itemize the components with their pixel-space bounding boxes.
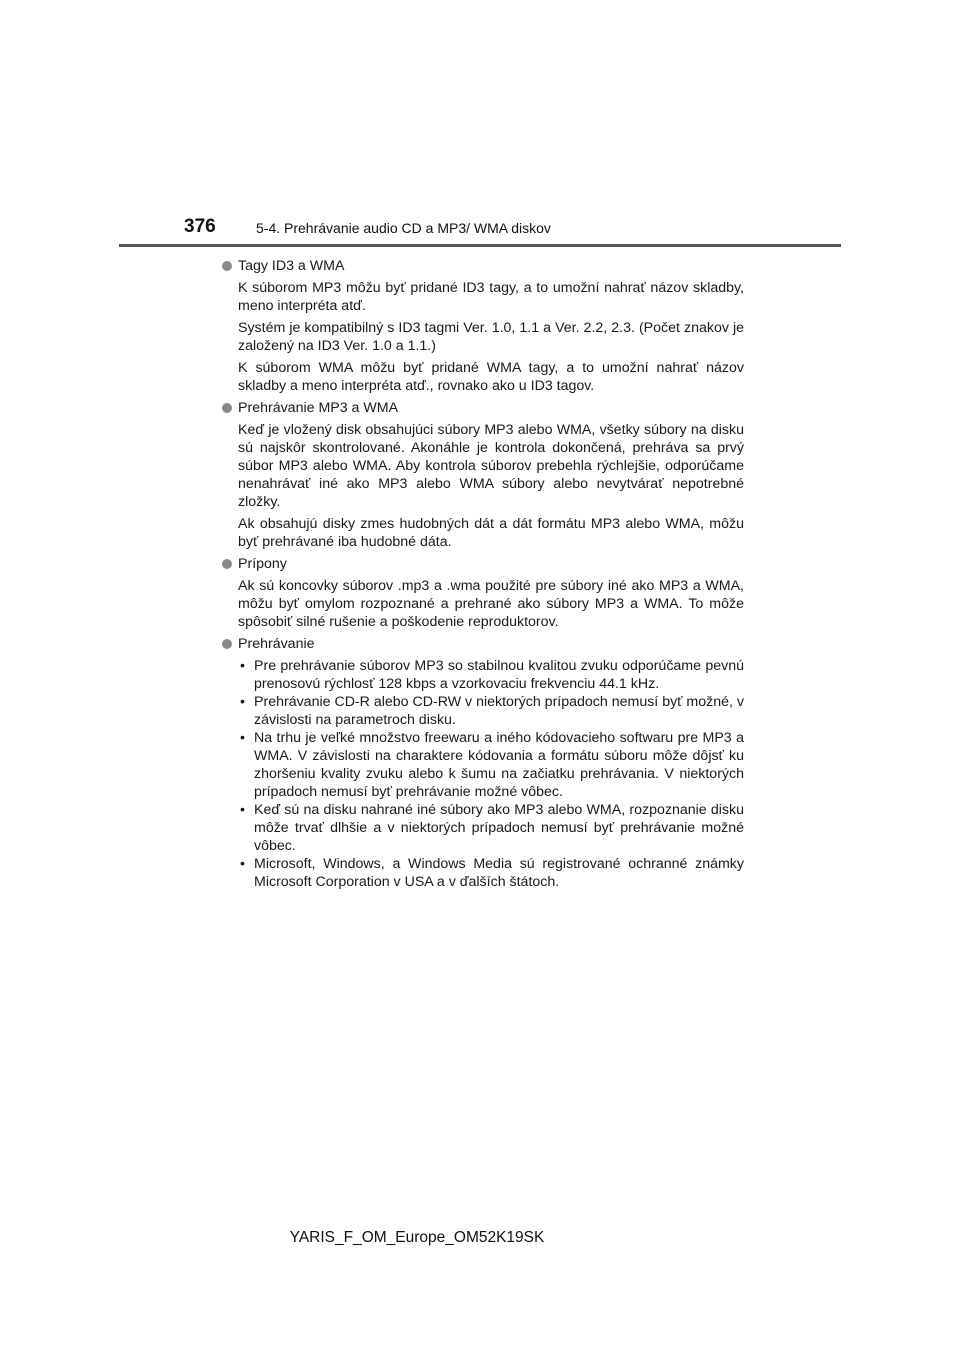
section-playback [222,635,744,891]
bullet-icon: • [240,856,245,872]
paragraph: Systém je kompatibilný s ID3 tagmi Ver. 1.0, 1.1 a Ver. 2.2, 2.3. (Počet znakov je založený na ID3 Ver. 1.0 a 1.1.) [238,320,744,354]
page-header [119,216,841,246]
paragraph: Ak obsahujú disky zmes hudobných dát a dát formátu MP3 alebo WMA, môžu byť prehrávané iba hudobné dáta. [238,516,744,550]
header-divider [119,244,841,247]
list-item [238,855,744,891]
section-heading-text: Prehrávanie [238,636,315,652]
list-item-text: Keď sú na disku nahrané iné súbory ako MP3 alebo WMA, rozpoznanie disku môže trvať dlhšie a v niektorých prípadoch nemusí byť prehrávanie možné vôbec. [254,802,744,854]
bullet-icon: • [240,730,245,746]
section-extensions [222,555,744,631]
section-heading-text: Prehrávanie MP3 a WMA [238,400,399,416]
bullet-icon: • [240,802,245,818]
paragraph: K súborom MP3 môžu byť pridané ID3 tagy, a to umožní nahrať názov skladby, meno interpréta atď. [238,280,744,314]
section-heading [222,635,744,653]
document-id: YARIS_F_OM_Europe_OM52K19SK [289,1229,545,1246]
section-heading [222,257,744,275]
list-item-text: Prehrávanie CD-R alebo CD-RW v niektorých prípadoch nemusí byť možné, v závislosti na parametroch disku. [254,694,744,728]
list-item [238,801,744,855]
page-content [222,255,744,897]
paragraph: Ak sú koncovky súborov .mp3 a .wma použité pre súbory iné ako MP3 a WMA, môžu byť omylom rozpoznané a prehrané ako súbory MP3 a WMA. To môže spôsobiť silné rušenie a poškodenie reproduktorov. [238,578,744,630]
bullet-dot-icon [222,261,232,271]
list-item-text: Na trhu je veľké množstvo freewaru a iného kódovacieho softwaru pre MP3 a WMA. V závislosti na charaktere kódovania a formátu súboru môže dôjsť ku zhoršeniu kvality zvuku alebo k šumu na začiatku prehrávania. V niektorých prípadoch nemusí byť prehrávanie možné vôbec. [254,730,744,800]
bullet-icon: • [240,694,245,710]
bullet-dot-icon [222,403,232,413]
page-number: 376 [184,216,216,237]
list-item-text: Pre prehrávanie súborov MP3 so stabilnou kvalitou zvuku odporúčame pevnú prenosovú rýchlosť 128 kbps a vzorkovaciu frekvenciu 44.1 kHz. [254,658,744,692]
bullet-dot-icon [222,639,232,649]
list-item [238,657,744,693]
list-item-text: Microsoft, Windows, a Windows Media sú registrované ochranné známky Microsoft Corporation v USA a v ďalších štátoch. [254,856,744,890]
list-item [238,693,744,729]
section-mp3-wma-playback [222,399,744,551]
paragraph: Keď je vložený disk obsahujúci súbory MP3 alebo WMA, všetky súbory na disku sú najskôr skontrolované. Akonáhle je kontrola dokončená, prehráva sa prvý súbor MP3 alebo WMA. Aby kontrola súborov prebehla rýchlejšie, odporúčame nenahrávať iné ako MP3 alebo WMA súbory alebo nevytvárať nepotrebné zložky. [238,422,744,510]
section-title: 5-4. Prehrávanie audio CD a MP3/ WMA diskov [256,220,551,236]
bullet-dot-icon [222,559,232,569]
section-heading-text: Tagy ID3 a WMA [238,258,345,274]
section-id3-tags [222,257,744,395]
page-footer [0,1229,960,1247]
bullet-icon: • [240,658,245,674]
section-heading [222,399,744,417]
section-heading-text: Prípony [238,556,287,572]
section-heading [222,555,744,573]
list-item [238,729,744,801]
bullet-list [238,657,744,891]
paragraph: K súborom WMA môžu byť pridané WMA tagy, a to umožní nahrať názov skladby a meno interpréta atď., rovnako ako u ID3 tagov. [238,360,744,394]
